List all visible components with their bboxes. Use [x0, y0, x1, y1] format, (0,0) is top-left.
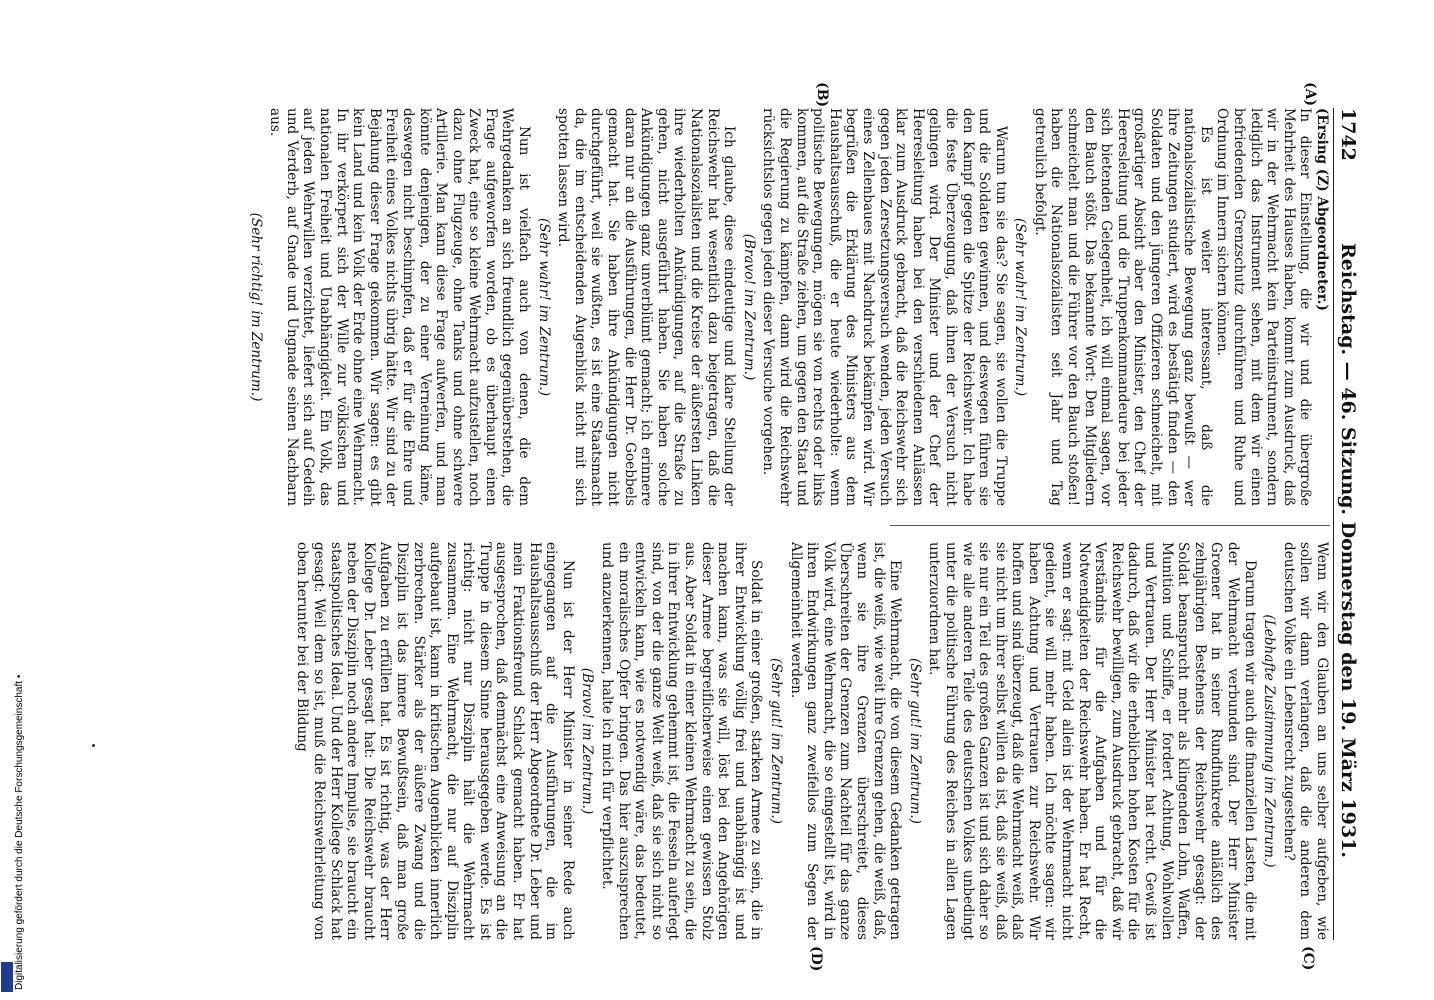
interjection: (Bravo! im Zentrum.)	[579, 667, 596, 815]
margin-marker-c: (C)	[1300, 946, 1316, 971]
interjection: (Lebhafte Zustimmung im Zentrum.)	[1261, 614, 1278, 868]
interjection: (Sehr wahr! im Zentrum.)	[1012, 217, 1029, 397]
right-column	[294, 542, 1330, 940]
paragraph: Nun ist der Herr Minister in seiner Rede auch eingegangen auf die Ausführungen, die im Haushaltsausschuß der Herr Abgeordnete Dr. Leber und mein Fraktionsfreund Schlack gemacht haben. Er hat ausgesprochen, daß demnächst eine Anweisung an die Truppe in diesem Sinne herausgegeben werde. Es ist richtig: nicht nur Disziplin hält die Wehrmacht zusammen. Eine Wehrmacht, die nur auf Disziplin aufgebaut ist, kann in kritischen Augenblicken innerlich zerbrechen. Stärker als der äußere Zwang und die Disziplin ist das innere Bewußtsein, daß man große Aufgaben zu erfüllen hat. Es ist richtig, was der Herr Kollege Dr. Leber gesagt hat: Die Reichswehr braucht neben der Disziplin noch andere Impulse, sie braucht ein staatspolitisches Ideal. Und der Herr Kollege Schlack hat gesagt: Weil dem so ist, muß die Reichswehrleitung von oben herunter bei der Bildung	[294, 542, 576, 940]
paragraph: Soldat in einer großen, starken Armee zu sein, die in ihrer Entwicklung völlig frei und unabhängig ist und machen kann, was sie will, löst bei den Angehörigen dieser Armee begreiflicherweise einen gewissen Stolz aus. Aber Soldat in einer kleinen Wehrmacht zu sein, die in ihrer Entwicklung gehemmt ist, die Fesseln auferlegt sind, von der die ganze Welt weiß, daß sie sich nicht so entwickeln kann, wie es notwendig wäre, das bedeutet, ein moralisches Opfer bringen. Das hier auszusprechen und anzuerkennen, halte ich mich für verpflichtet.	[599, 542, 765, 940]
interjection: (Bravo! im Zentrum.)	[740, 233, 757, 381]
paragraph: Darum tragen wir auch die finanziellen Lasten, die mit der Wehrmacht verbunden sind. Der Herr Minister Groener hat in seiner Rundfunkrede anläßlich des zehnjährigen Bestehens der Reichswehr gesagt: der Soldat beansprucht mehr als klingenden Lohn, Waffen, Munition und Schiffe, er fordert Achtung, Wohlwollen und Vertrauen. Der Herr Minister hat recht. Gewiß ist dadurch, daß wir die erheblichen hohen Kosten für die Reichswehr bewilligen, zum Ausdruck gebracht, daß wir Verständnis für die Aufgaben und für die Notwendigkeiten der Reichswehr haben. Er hat Recht, wenn er sagt: mit Geld allein ist der Wehrmacht nicht gedient, sie will mehr haben. Ich möchte sagen: wir haben Achtung und Vertrauen zur Reichswehr. Wir hoffen und sind überzeugt, daß die Wehrmacht weiß, daß sie nicht um ihrer selbst willen da ist, daß sie weiß, daß sie nur ein Teil des großen Ganzen ist und sich daher so wie alle anderen Teile des deutschen Volkes unbedingt unter die politische Führung des Reiches in allen Lagen unterzuordnen hat.	[926, 542, 1258, 940]
paragraph-text: In dieser Einstellung, die wir und die übergroße Mehrheit des Hauses haben, kommt zum Ausdruck, daß wir in der Wehrmacht kein Parteiinstrument, sondern lediglich das Instrument sehen, mit dem wir einen befriedenden Grenzschutz durchführen und Ruhe und Ordnung im Innern sichern können.	[1214, 108, 1314, 506]
margin-marker-b: (B)	[814, 82, 830, 108]
scan-speck	[92, 744, 95, 747]
paragraph: Nun ist vielfach auch von denen, die dem Wehrgedanken an sich freundlich gegenüberstehen, die Frage aufgeworfen worden, ob es überhaupt einen Zweck hat, eine so kleine Wehrmacht aufzustellen, noch dazu ohne Flugzeuge, ohne Tanks und ohne schwere Artillerie. Man kann diese Frage aufwerfen, und man könnte denjenigen, der zu einer Verneinung käme, deswegen nicht beschimpfen, daß er für die Ehre und Freiheit eines Volkes nichts übrig hätte. Wir sind zu der Bejahung dieser Frage gekommen. Wir sagen: es gibt kein Land und kein Volk der Erde ohne eine Wehrmacht. In ihr verkörpert sich der Wille zur völkischen und nationalen Freiheit und Unabhängigkeit. Ein Volk, das auf jeden Wehrwillen verzichtet, liefert sich auf Gedeih und Verderb, auf Gnade und Ungnade seinen Nachbarn aus.	[267, 108, 533, 506]
digitization-sidebar	[0, 0, 25, 1000]
interjection: (Sehr wahr! im Zentrum.)	[535, 217, 552, 397]
margin-marker-a: (A)	[1302, 82, 1318, 107]
paragraph: Eine Wehrmacht, die von diesem Gedanken getragen ist, die weiß, wie weit ihre Grenzen gehen, die weiß, daß, wenn sie ihre Grenzen überschreitet, dieses Überschreiten der Grenzen zum Nachteil für das ganze Volk wird, eine Wehrmacht, die so eingestellt ist, wird in ihren Endwirkungen ganz zweifellos zum Segen der Allgemeinheit werden.	[787, 542, 904, 940]
interjection: (Sehr gut! im Zentrum.)	[906, 658, 923, 824]
paragraph: Es ist weiter interessant, daß die nationalsozialistische Bewegung ganz bewußt — wer ihre Zeitungen studiert, wird es bestätigt finden — den Soldaten und den jüngeren Offizieren schmeichelt, mit großartiger Absicht aber den Minister, den Chef der Heeresleitung und die Truppenkommandeure bei jeder sich bietenden Gelegenheit, ich will einmal sagen, vor den Bauch stößt. Das bekannte Wort: Den Mitgliedern schmeichelt man und die Führer vor den Bauch stoßen! haben die Nationalsozialisten seit Jahr und Tag getreulich befolgt.	[1031, 108, 1214, 506]
page-title: Reichstag. — 46. Sitzung. Donnerstag den 19. März 1931.	[1337, 242, 1359, 858]
paragraph	[1214, 108, 1330, 506]
paragraph: Wenn wir den Glauben an uns selber aufgeben, wie sollen wir dann verlangen, daß die anderen dem deutschen Volke ein Lebensrecht zugestehen?	[1280, 542, 1330, 940]
paragraph: Ich glaube, diese eindeutige und klare Stellung der Reichswehr hat wesentlich dazu beigetragen, daß die Nationalsozialisten und die Kreise der äußersten Linken ihre wiederholten Ankündigungen, auf die Straße zu gehen, nicht ausgeführt haben. Sie haben solche Ankündigungen ganz unverblümt gemacht; ich erinnere daran nur an die Ausführungen, die Herr Dr. Goebbels gemacht hat. Sie haben ihre Ankündigungen nicht durchgeführt, weil sie wußten, es ist eine Staatsmacht da, die im entscheidenden Augenblick nicht mit sich spotten lassen wird.	[555, 108, 738, 506]
paragraph: Warum tun sie das? Sie sagen, sie wollen die Truppe und die Soldaten gewinnen, und deswegen führen sie den Kampf gegen die Spitze der Reichswehr. Ich habe die feste Überzeugung, daß ihnen der Versuch nicht gelingen wird. Der Minister und der Chef der Heeresleitung haben bei den verschiedenen Anlässen klar zum Ausdruck gebracht, daß die Reichswehr sich gegen jeden Zersetzungsversuch wenden, jeden Versuch eines Zellenbaues mit Nachdruck bekämpfen wird. Wir begrüßen die Erklärung des Ministers aus dem Haushaltsausschuß, die er heute wiederholte: wenn politische Bewegungen, mögen sie von rechts oder links kommen, auf die Straße ziehen, um gegen den Staat und die Regierung zu kämpfen, dann wird die Reichswehr rücksichtslos gegen jeden dieser Versuche vorgehen.	[760, 108, 1009, 506]
page-number: 1742	[1337, 108, 1359, 161]
column-separator	[890, 525, 1330, 526]
speaker-label: (Ersing (Z) Abgeordneter.)	[1314, 108, 1330, 311]
interjection: (Sehr richtig! im Zentrum.)	[247, 212, 264, 402]
interjection: (Sehr gut! im Zentrum.)	[768, 658, 784, 824]
dfg-logo-icon	[1, 962, 13, 992]
page-header	[1333, 108, 1362, 940]
left-column	[244, 108, 1330, 506]
scanned-page	[122, 82, 1362, 972]
margin-marker-d: (D)	[808, 946, 824, 972]
dfg-credit-text: Digitalisierung gefördert durch die Deutsche Forschungsgemeinschaft •	[14, 674, 25, 990]
